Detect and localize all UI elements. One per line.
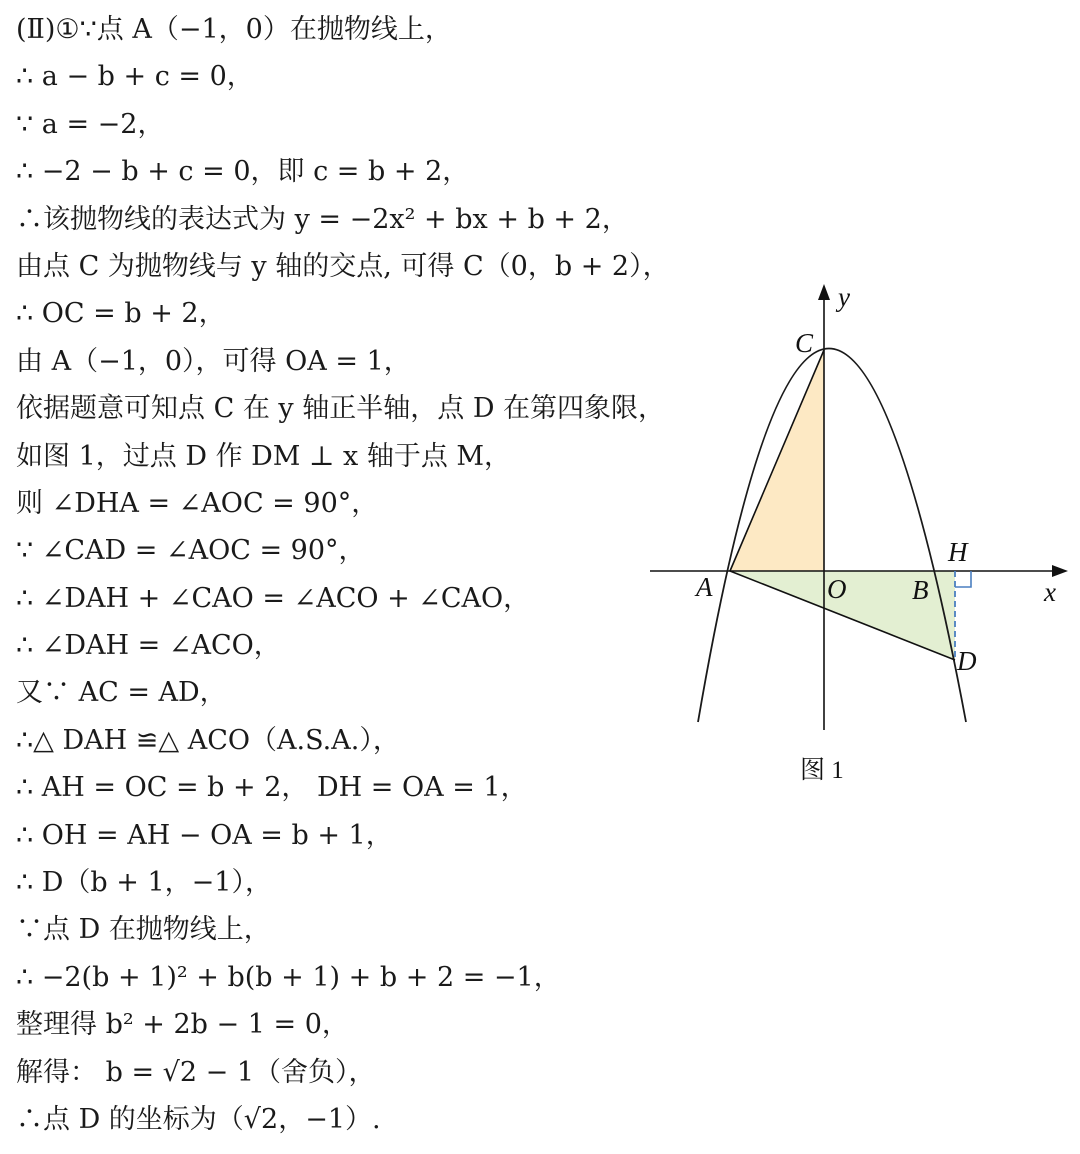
label-b: B [912, 575, 929, 605]
x-axis-arrow [1052, 565, 1068, 577]
solution-line: ∴ ∠DAH + ∠CAO = ∠ACO + ∠CAO， [16, 582, 531, 614]
solution-line: 解得： b = √2 − 1（舍负）， [16, 1056, 376, 1088]
solution-line: ∴ OC = b + 2， [16, 298, 226, 330]
solution-line: ∴△ DAH ≌△ ACO（A.S.A.）， [16, 724, 400, 756]
solution-line: ∴ AH = OC = b + 2， DH = OA = 1， [16, 772, 528, 804]
solution-line: ∴ D（b + 1，−1）， [16, 867, 272, 899]
solution-line: 又∵ AC = AD， [16, 677, 227, 709]
solution-text [16, 6, 670, 1143]
solution-line: 依据题意可知点 C 在 y 轴正半轴，点 D 在第四象限， [16, 393, 666, 425]
solution-line: ∴ a − b + c = 0， [16, 61, 254, 93]
solution-line: ∴该抛物线的表达式为 y = −2x² + bx + b + 2， [16, 203, 629, 235]
solution-line: (Ⅱ)①∵点 A（−1，0）在抛物线上， [16, 14, 452, 45]
right-angle-mark [955, 571, 971, 587]
solution-line: ∴ OH = AH − OA = b + 1， [16, 819, 393, 851]
solution-line: ∵ a = −2， [16, 108, 165, 140]
figure-svg [645, 278, 1075, 798]
label-o: O [827, 574, 847, 604]
label-y-axis: y [838, 282, 850, 312]
y-axis-arrow [818, 284, 830, 300]
solution-line: ∴ −2(b + 1)² + b(b + 1) + b + 2 = −1， [16, 961, 561, 993]
figure-caption: 图 1 [800, 757, 844, 784]
parabola-figure [645, 278, 1075, 798]
label-a: A [696, 572, 713, 602]
solution-line: ∵点 D 在抛物线上， [16, 914, 271, 946]
solution-line: 由点 C 为抛物线与 y 轴的交点, 可得 C（0，b + 2）， [16, 250, 670, 282]
label-d: D [957, 646, 977, 676]
parabola-curve [698, 349, 966, 723]
solution-line: 则 ∠DHA = ∠AOC = 90°， [16, 487, 379, 519]
solution-line: ∵ ∠CAD = ∠AOC = 90°， [16, 535, 366, 567]
label-c: C [795, 328, 814, 358]
solution-line: 整理得 b² + 2b − 1 = 0， [16, 1009, 349, 1041]
solution-line: ∴点 D 的坐标为（√2，−1）. [16, 1103, 381, 1135]
solution-line: ∴ ∠DAH = ∠ACO， [16, 630, 281, 662]
solution-line: ∴ −2 − b + c = 0，即 c = b + 2， [16, 156, 470, 188]
label-h: H [948, 537, 968, 567]
solution-line: 由 A（−1，0），可得 OA = 1， [16, 345, 411, 377]
solution-line: 如图 1，过点 D 作 DM ⊥ x 轴于点 M， [16, 440, 512, 472]
label-x-axis: x [1044, 577, 1056, 607]
